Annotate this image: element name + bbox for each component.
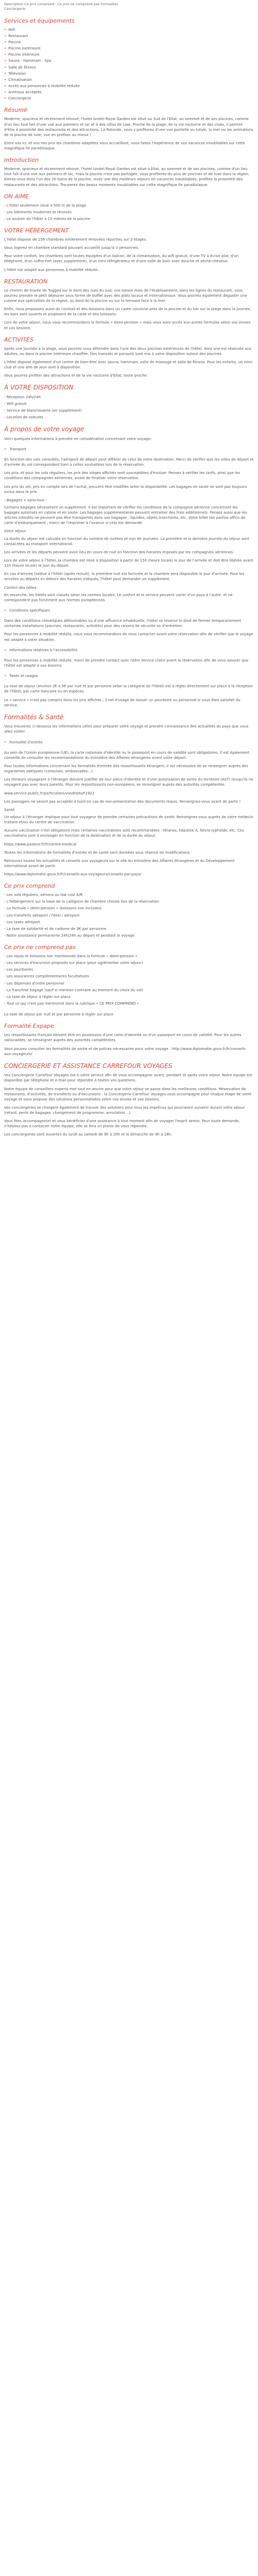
- bullet-icon: •: [4, 674, 7, 679]
- page-content: [0, 0, 258, 1146]
- list-item: - Les dépenses d'ordre personnel: [4, 981, 64, 986]
- sante-paragraph: Retrouvez toutes les actualités et conseils aux voyageurs sur le site du ministère des Affaires étrangères et du Développement international avant de partir.: [4, 858, 235, 868]
- voyage-paragraph: La taxe de séjour (environ 2€ à 5€ par nuit et par personne selon la catégorie de l'hôtel) est à régler directement sur place à la réception de l'hôtel, par carte bancaire ou en espèces.: [4, 684, 253, 694]
- list-item: • Accès aux personnes à mobilité réduite: [4, 84, 80, 89]
- taxe-sejour-note: La taxe de séjour par nuit et par personne à régler sur place: [4, 1012, 114, 1017]
- caption-line-2: Conciergerie: [4, 7, 26, 11]
- hebergement-paragraph: L'hôtel dispose de 156 chambres entièrement rénovées réparties sur 3 étages.: [4, 238, 148, 242]
- bullet-icon: •: [4, 33, 7, 38]
- list-item: • Wifi: [4, 27, 15, 32]
- service-public-link[interactable]: www.service-public.fr/particuliers/vosdroits/F1922: [4, 791, 95, 795]
- bullet-icon: •: [4, 27, 7, 32]
- sante-label: Santé: [4, 807, 15, 812]
- formalite-expat-paragraph: Vous pouvez consulter les formalités de sortie et de polices nécessaires pour votre voyage : http://www.diplomatie.gouv.fr/fr/conseils-aux-voyageurs/: [4, 1046, 247, 1056]
- list-item: - L'hôtel seulement situé à 500 m de la plage: [4, 203, 87, 208]
- voyage-paragraph: La durée du séjour est calculée en fonction du nombre de nuitées et non de journées. La première et la dernière journée du séjour sont consacrées au transport international.: [4, 536, 249, 546]
- formalites-intro: Vous trouverez ci-dessous les informations utiles pour préparer votre voyage et prendre connaissance des actualités du pays que vous allez visiter.: [4, 724, 249, 734]
- bullet-icon: •: [4, 648, 7, 652]
- restauration-paragraph: Le chemin de marée de Tugged sur le bord des rues du sud, une bonne mais de l'établissement, dans les lignes du restaurant, vous pourrez prendre le petit déjeuner sous forme de buffet avec des plats locaux et internationaux. Vous pourrez également déguster une cuisine aux spécialités de la région, au bord de la piscine ou sur la terrasse face à la mer.: [4, 288, 247, 303]
- resume-paragraph: Moderne, spacieux et récemment rénové, l'hotel Isrotel Royal Garden est situé au Sud de l'Eilat, au sommet et de ses piscines, comme d'un lieu tout fait d'une vue aux palmiers et lac et à des villas de luxe. Proche de la plage, de la vie nocturne et des clubs, il permet d'être à proximité des restaurants et des attractions. La Rotonde, vous y profiterez d'une vue partielle ou totale, la mer ou les animations de la piscine de luxe, vue en profitez au mieux !: [4, 117, 253, 137]
- sejour-label: Votre séjour: [4, 529, 26, 534]
- bullet-icon: •: [4, 65, 7, 70]
- restauration-title: RESTAURATION: [4, 278, 48, 285]
- bullet-icon: •: [4, 90, 7, 95]
- services-list: [4, 27, 254, 101]
- prix-comprend-title: Ce prix comprend: [4, 883, 55, 890]
- resume-paragraph: Entre vos ici, et vos mis prix les chambres adaptées vous accueillant, vous faites l'expérience de vos vacances inoubliables sur cette magnifique île paradisiaque.: [4, 141, 245, 151]
- hebergement-paragraph: Pour votre confort, les chambres sont toutes équipées d'un balcon, de la climatisation, du wifi gratuit, d'une TV à écran plat, d'un téléphone, d'un coffre-fort (avec supplément), d'un mini-réfrigérateur et d'une salle de bain avec douche et sèche-cheveux.: [4, 254, 239, 264]
- voyage-paragraph: Lors de votre séjour à l'hôtel, la chambre est mise à disposition à partir de 15h (heure locale) le jour de l'arrivée et doit être libérée avant 11h (heure locale) le jour du départ.: [4, 558, 253, 568]
- list-item: - La taxe de séjour à régler sur place: [4, 994, 71, 999]
- bullet-icon: •: [4, 447, 7, 451]
- voyage-title: À propos de votre voyage: [4, 426, 84, 433]
- hebergement-title: VOTRE HÉBERGEMENT: [4, 227, 69, 234]
- voyage-paragraph: En fonction des vols consultés, l'aéroport de départ peut différer de celui de votre destination. Merci de vérifier que les villes de départ et d'arrivée du vol correspondent bien à celles souhaitées lors de la réservation.: [4, 457, 254, 467]
- sante-paragraph: Un séjour à l'étranger implique pour tout voyageur de prendre certaines précautions de santé. Renseignez-vous auprès de votre médecin traitant et/ou du centre de vaccination.: [4, 815, 253, 825]
- formalites-paragraph: Les passagers ne seront pas acceptés à bord en cas de non-présentation des documents requis. Renseignez-vous avant de partir !: [4, 799, 241, 804]
- list-item: • Salle de fitness: [4, 65, 36, 70]
- sante-paragraph: Toutes les informations de formalités d'entrée et de santé sont données sous réserve de modifications.: [4, 850, 191, 855]
- restauration-paragraph: Lors de votre séjour, nous vous recommandons la formule « demi-pension » mais vous avez accès aux autres formules selon vos envies et vos besoins.: [4, 320, 251, 330]
- list-item: - Les taxes aéroport: [4, 920, 40, 924]
- prix-non-compris-title: Ce prix ne comprend pas: [4, 944, 76, 951]
- activites-paragraph: L'hôtel dispose également d'un centre de bien-être avec sauna, hammam, salle de massage et salle de fitness. Pour les enfants, un mini-club et une aire de jeux sont à disposition.: [4, 360, 253, 370]
- conciergerie-paragraph: Les conciergeries sont ouvertes du lundi au samedi de 9h à 20h et le dimanche de 9h à 18h.: [4, 1132, 172, 1137]
- conciergerie-paragraph: Vos conciergeries se chargent également de trouver des solutions pour tous les imprévus qui pourraient survenir durant votre séjour (retard, perte de bagages, changement de programme, annulation…).: [4, 1105, 245, 1115]
- diplomatie-link[interactable]: https://www.diplomatie.gouv.fr/fr/conseils-aux-voyageurs/conseils-par-pays/: [4, 872, 141, 877]
- formalites-paragraph: Pour toutes informations concernant les formalités d'entrée des ressortissants étrangers, il est nécessaire de se renseigner auprès des organismes adéquats (consulats, ambassades…).: [4, 764, 248, 774]
- bagages-label: - Bagages + episcious -: [4, 498, 47, 502]
- list-item: - Les transferts aéroport / hôtel / aéroport: [4, 913, 80, 918]
- list-item: • Animaux acceptés: [4, 90, 42, 95]
- voyage-paragraph: Pour les personnes à mobilité réduite, merci de prendre contact avec notre service client avant la réservation afin de vous assurer que l'hôtel est adapté à vos besoins.: [4, 658, 249, 668]
- bullet-icon: •: [4, 77, 7, 82]
- introduction-paragraph: Moderne, spacieux et récemment rénové, l'hotel Isrotel Royal Garden est situé à Eilat, au sommet et de ses piscines, comme d'un lieu tout fait d'une vue aux palmiers et lac, mais la piscine n'est pas partagée, vous profiterez du plus de piscines et de luxe dans la région. Entrez-vous dans l'un des 20 bains de la piscine, vivez une des meilleurs séjours en vacances inoubliables, profitez la proximité des restaurants et des attractions. Trouverez des beaux moments inoubliables sur cette magnifique île paradisiaque.: [4, 167, 250, 187]
- list-item: - Les vols réguliers, aériens ou low cost A/R: [4, 893, 83, 897]
- description-caption: [4, 2, 254, 12]
- resume-title: Résumé: [4, 107, 27, 114]
- list-item: - La franchise bagage (sauf si mention contraire au moment du choix du vol): [4, 988, 143, 992]
- formalite-expat-paragraph: Les ressortissants français doivent être en possession d'une carte d'identité ou d'un passeport en cours de validité. Pour les autres nationalités, se renseigner auprès des autorités compétentes.: [4, 1033, 241, 1043]
- list-item: • Conciergerie: [4, 96, 31, 101]
- list-item: - Les pourboires: [4, 968, 34, 972]
- list-item: - Location de voitures: [4, 415, 43, 420]
- list-item: - Tout ce qui n'est pas mentionné dans la rubrique « CE PRIX COMPREND »: [4, 1002, 139, 1006]
- bullet-icon: •: [4, 71, 7, 76]
- confort-label: Confort des hôtes: [4, 585, 37, 590]
- formalites-paragraph: Les mineurs voyageant à l'étranger doivent justifier de leur pièce d'identité et d'une autorisation de sortie du territoire (AST) lorsqu'ils ne voyagent pas avec leurs parents. Pour les ressortissants non-européens, se renseigner auprès des autorités compétentes.: [4, 777, 253, 787]
- voyage-paragraph: Certains bagages nécessitent un supplément. Il est important de vérifier les conditions de la compagnie aérienne concernant les bagages autorisés en cabine et en soute. Les bagages supplémentaires peuvent entraîner des frais additionnels. Pensez aussi que les articles interdits ne peuvent pas être transportés dans vos bagages : liquides, objets tranchants, etc. Votre billet fait parfois office de carte d'embarquement ; merci de l'imprimer à l'avance si cela est demandé.: [4, 505, 247, 526]
- conciergerie-paragraph: Notre équipe de conseillers experts met tout en œuvre pour que votre séjour se passe dans les meilleures conditions. Réservation de restaurants, d'activités, de transferts ou d'excursions : la Conciergerie Carrefour Voyages vous accompagne pour chaque étape de votre voyage et vous propose des solutions personnalisées selon vos envies et vos besoins.: [4, 1087, 252, 1101]
- list-item: - Les assurances complémentaires facultatives: [4, 974, 89, 979]
- list-item: - Service de blanchisserie (en supplément): [4, 408, 82, 413]
- list-item: - Les repas et boissons non mentionnés dans la formule « demi-pension »: [4, 954, 138, 959]
- prix-non-compris-list: [4, 954, 254, 1006]
- list-item: - Wifi gratuit: [4, 401, 27, 406]
- disposition-list: [4, 395, 254, 420]
- voyage-intro: Voici quelques informations à prendre en considération concernant votre voyage.: [4, 436, 152, 441]
- bullet-icon: •: [4, 84, 7, 89]
- list-item: • Piscine intérieure: [4, 53, 40, 57]
- voyage-paragraph: En revanche, les hôtels sont classés selon les normes locales. Le confort et le service peuvent varier d'un pays à l'autre, et ne correspondent pas forcément aux normes européennes.: [4, 592, 233, 602]
- on-aime-title: ON AIME: [4, 193, 29, 200]
- list-item: • Télévision: [4, 71, 26, 76]
- sante-paragraph: Aucune vaccination n'est obligatoire mais certaines vaccinations sont recommandées : tétanos, hépatite A, fièvre typhoïde, etc. Ces vaccinations sont à envisager en fonction de la destination et de la durée du séjour.: [4, 828, 244, 838]
- bullet-icon: •: [4, 740, 7, 744]
- disposition-title: À VOTRE DISPOSITION: [4, 384, 74, 392]
- conciergerie-title: CONCIERGERIE ET ASSISTANCE CARREFOUR VOYAGES: [4, 1062, 172, 1070]
- formalites-title: Formalités & Santé: [4, 713, 63, 721]
- conditions-bullet: • Conditions spécifiques: [4, 608, 50, 613]
- caption-line-1: Description Ce prix comprend : Ce prix ne comprend pas Formalités: [4, 2, 118, 6]
- transport-bullet: • Transport: [4, 447, 26, 451]
- voyage-paragraph: Les arrivées et les départs peuvent avoir lieu en cours de nuit en fonction des horaires imposés par les compagnies aériennes.: [4, 550, 234, 554]
- bullet-icon: •: [4, 59, 7, 63]
- activites-paragraph: Après une journée à la plage, vous pourrez vous détendre dans l'une des deux piscines extérieures de l'hôtel, dont une est réservée aux adultes, ou dans la piscine intérieure chauffée. Des transats et parasols sont mis à votre disposition autour des piscines.: [4, 346, 252, 356]
- prix-comprend-list: [4, 892, 254, 938]
- bullet-icon: •: [4, 40, 7, 45]
- list-item: • Sauna - Hammam - Spa: [4, 59, 52, 63]
- bullet-icon: •: [4, 53, 7, 57]
- taxes-bullet: • Taxes et usages: [4, 674, 38, 679]
- voyage-paragraph: Les prix du vol, pris en compte lors de l'achat, peuvent être modifiés selon la disponibilité. Les bagages en soute ne sont pas toujours inclus dans le prix.: [4, 484, 247, 494]
- list-item: - Réception 24h/24h: [4, 395, 41, 399]
- activites-title: ACTIVITÉS: [4, 336, 34, 343]
- list-item: - Les services d'excursion proposés sur place (pour agrémenter votre séjour): [4, 961, 143, 965]
- voyage-paragraph: Pour les personnes à mobilité réduite, nous vous recommandons de nous contacter avant votre réservation afin de vérifier que le voyage est adapté à votre situation.: [4, 632, 253, 642]
- voyage-paragraph: En cas d'arrivée tardive à l'hôtel (après minuit), la première nuit est facturée et la chambre sera disponible le jour d'arrivée. Pour les arrivées ou départs en dehors des horaires indiqués, l'hôtel peut demander un supplément.: [4, 572, 245, 582]
- voyage-paragraph: Dans des conditions climatiques défavorables ou d'une affluence inhabituelle, l'hôtel se réserve le droit de fermer temporairement certaines installations (piscines, restaurants, activités) pour des raisons de sécurité ou d'entretien.: [4, 619, 241, 629]
- list-item: - La taxe de solidarité et de carbone de 3€ par personne: [4, 926, 106, 931]
- list-item: - Notre assistance permanente 24h/24h au départ et pendant le voyage: [4, 933, 135, 938]
- hebergement-paragraph: L'hôtel est adapté aux personnes à mobilité réduite.: [4, 267, 99, 272]
- list-item: • Climatisation: [4, 77, 33, 82]
- activites-paragraph: Vous pourrez profiter des attractions et de la vie nocturne d'Eilat, toute proche.: [4, 374, 148, 378]
- voyage-paragraph: Les prix, et pour les vols réguliers, les prix des sièges affichés sont susceptibles d'évoluer. Pensez à vérifier les tarifs, ainsi que les conditions des compagnies aériennes, avant de finaliser votre réservation.: [4, 471, 240, 481]
- voyage-paragraph: Le « service » n'est pas compris dans les prix affichés ; il est d'usage de laisser un pourboire au personnel si vous êtes satisfait du service.: [4, 698, 240, 707]
- conciergerie-paragraph: Vous êtes accompagné(e) et vous bénéficiez d'une assistance à tout moment afin de voyager l'esprit serein. Pour toute demande, n'hésitez pas à contacter notre équipe, elle se fera un plaisir de vous répondre.: [4, 1119, 240, 1129]
- formalites-paragraph: Au sein de l'Union européenne (UE), la carte nationale d'identité ou le passeport en cours de validité sont obligatoires. Il est également conseillé de consulter les recommandations du ministère des Affaires étrangères avant votre départ.: [4, 750, 250, 760]
- list-item: - Le soutien de l'hôtel à 15 mètres de la piscine: [4, 216, 90, 221]
- introduction-title: Introduction: [4, 157, 39, 164]
- bullet-icon: •: [4, 46, 7, 51]
- restauration-paragraph: Enfin, nous proposons aussi du cocktail et des boissons dans un cadre convivial près de la piscine et du bar sur la plage dans la journée, les bars sont ouverts et proposent de la carte et des boissons.: [4, 307, 251, 317]
- list-item: • Piscine extérieure: [4, 46, 41, 51]
- infos-bullet: • Informations relatives à l'accessibilité: [4, 648, 78, 652]
- bullet-icon: •: [4, 608, 7, 613]
- hebergement-paragraph: Vous logerez en chambre standard pouvant accueillir jusqu'à 3 personnes.: [4, 246, 139, 250]
- formalite-expat-title: Formalité Expape: [4, 1023, 54, 1030]
- bullet-icon: •: [4, 96, 7, 101]
- list-item: - La formule « demi-pension » (boissons non incluses): [4, 906, 102, 911]
- list-item: - Les bâtiments modernes et rénovés: [4, 210, 72, 214]
- conciergerie-paragraph: Vos Conciergerie Carrefour Voyages est à votre service afin de vous accompagner avant, pendant et après votre séjour. Notre équipe est disponible par téléphone et e-mail pour répondre à toutes vos questions.: [4, 1073, 252, 1083]
- formalite-entree-bullet: • Formalité d'entrée: [4, 740, 43, 744]
- list-item: - L'hébergement sur la base de la catégorie de chambre choisie lors de la réservation: [4, 900, 159, 904]
- services-title: Services et équipements: [4, 17, 75, 24]
- on-aime-list: [4, 203, 254, 222]
- pasteur-link[interactable]: https://www.pasteur.fr/fr/centre-medical: [4, 842, 77, 846]
- list-item: • Piscine: [4, 40, 21, 45]
- list-item: • Restaurant: [4, 33, 28, 38]
